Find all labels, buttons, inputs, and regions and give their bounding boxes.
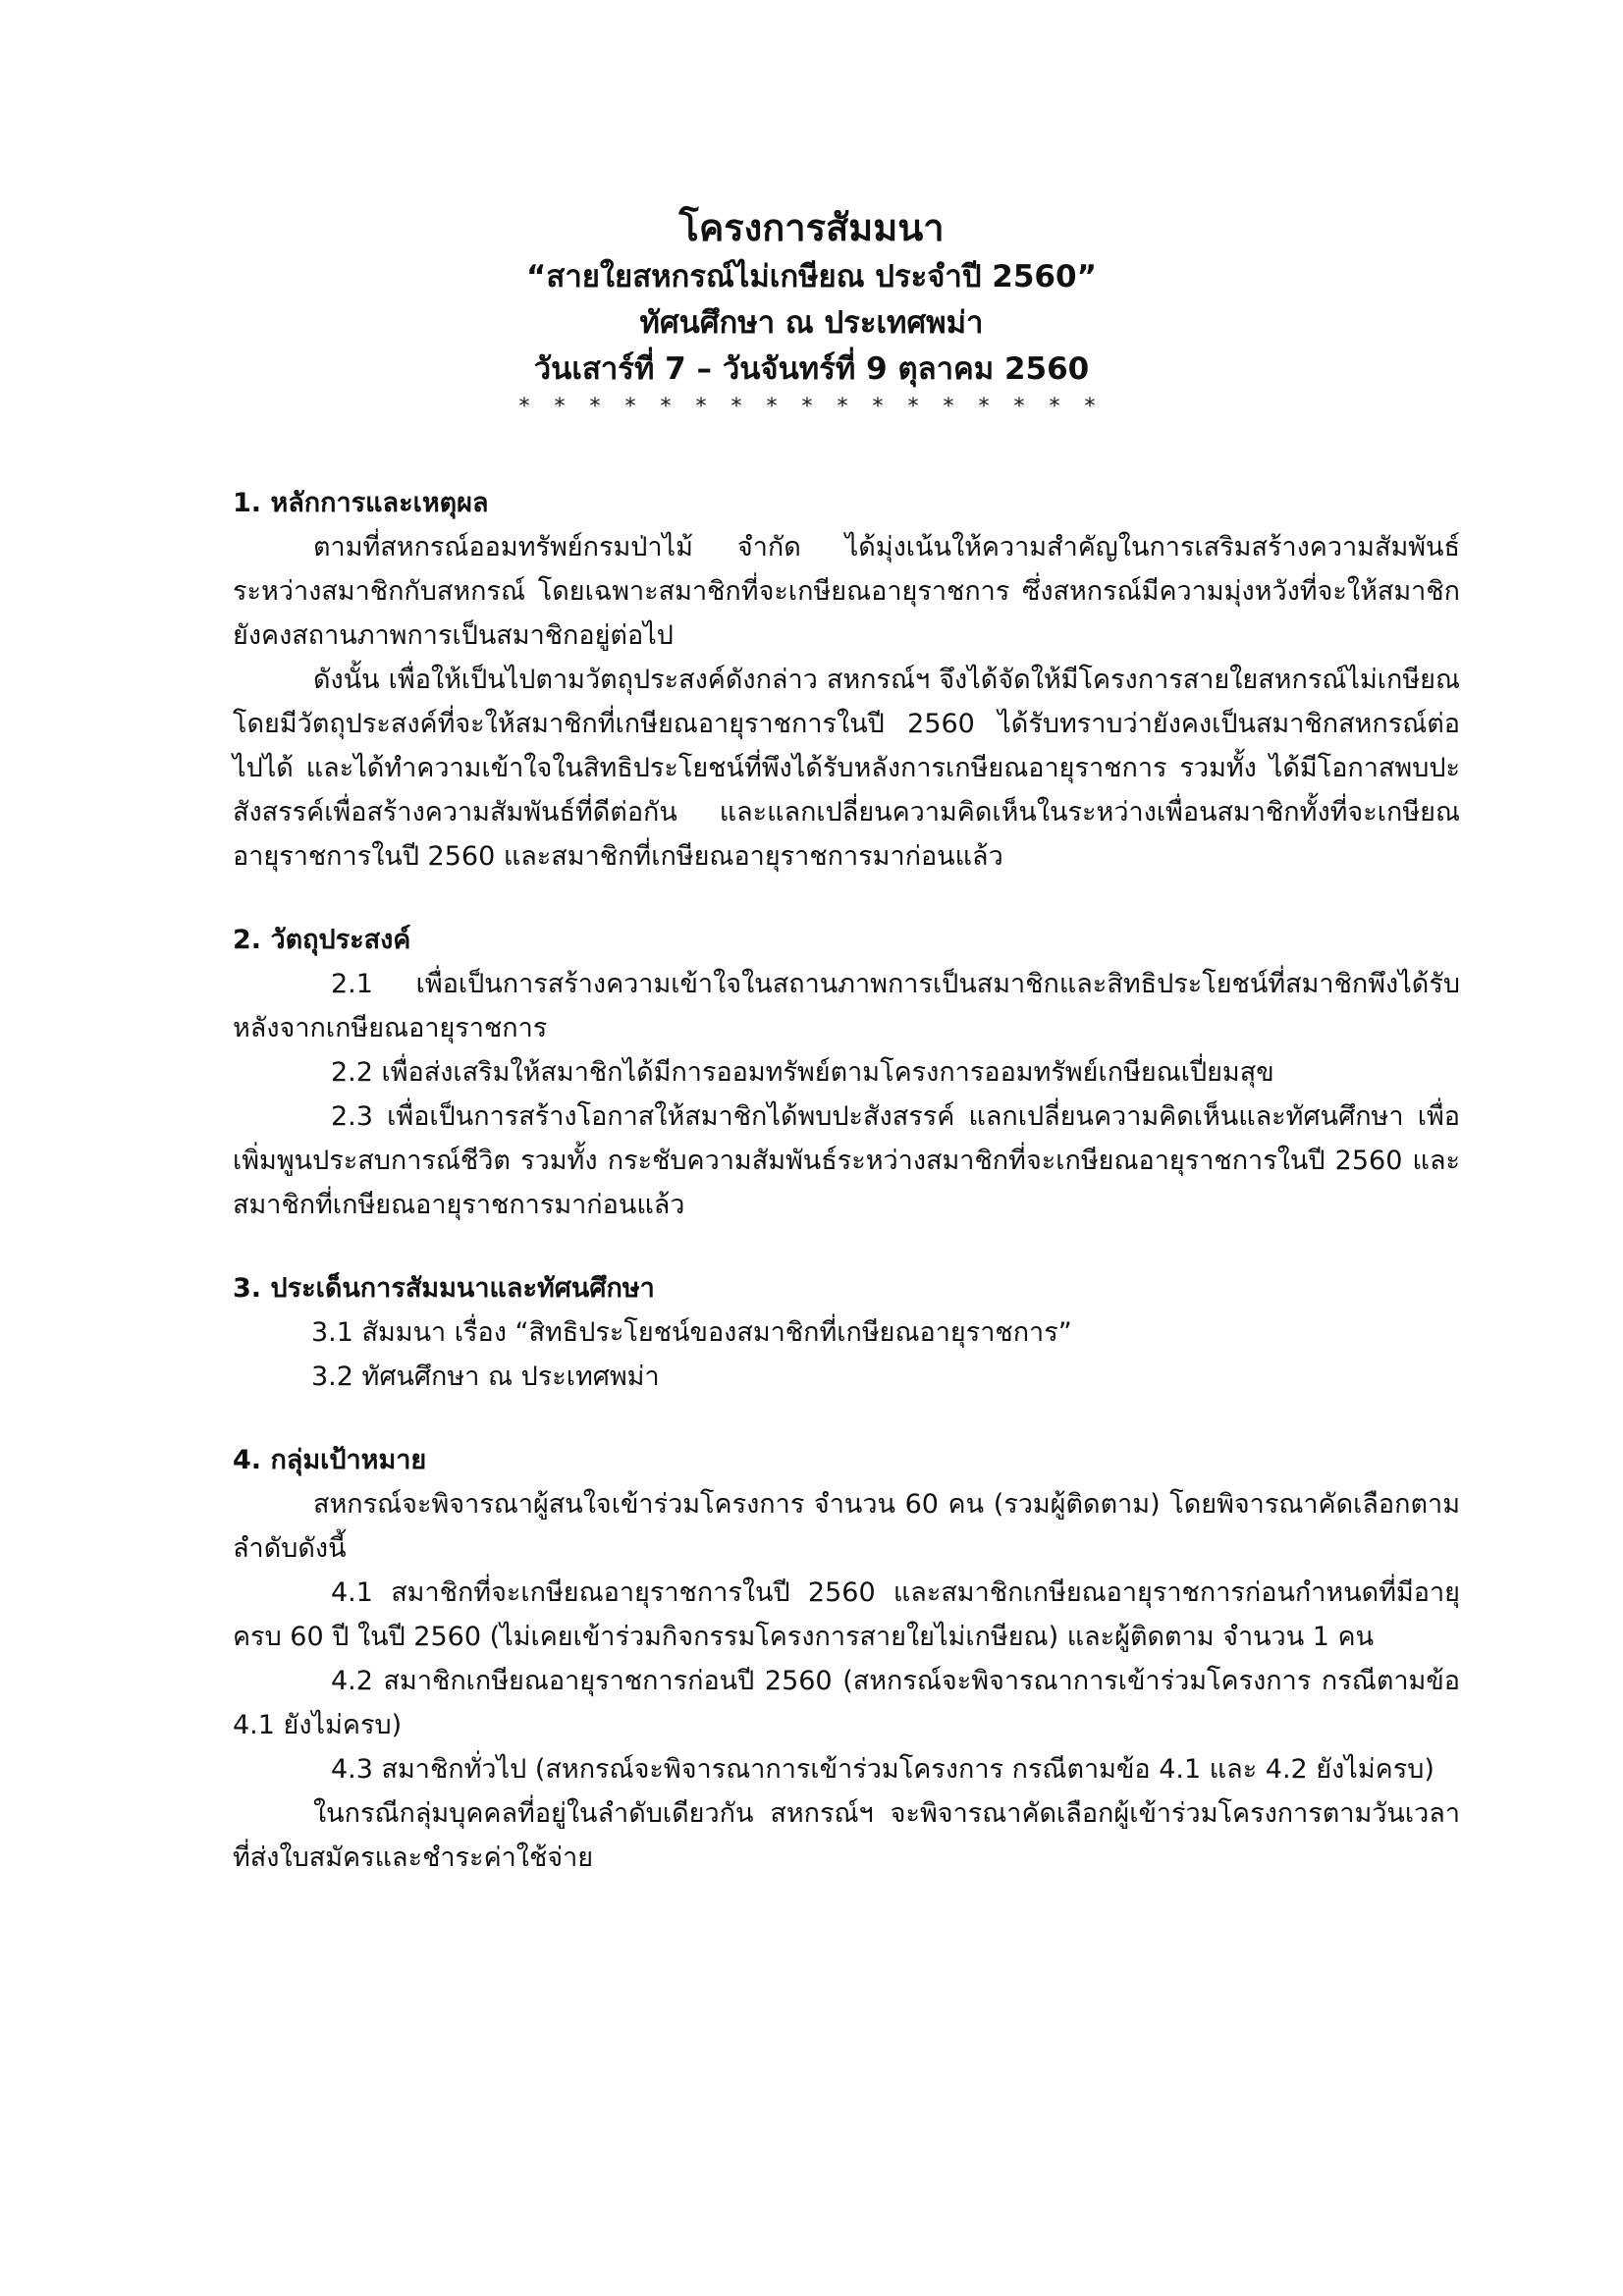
target-item: 4.1 สมาชิกที่จะเกษียณอายุราชการในปี 2560 และสมาชิกเกษียณอายุราชการก่อนกำหนดที่มีอายุครบ 60 ปี ในปี 2560 (ไม่เคยเข้าร่วมกิจกรรมโครงการสายใยไม่เกษียณ) และผู้ติดตาม จำนวน 1 คน xyxy=(233,1577,1460,1652)
paragraph: ตามที่สหกรณ์ออมทรัพย์กรมป่าไม้ จำกัด ได้มุ่งเน้นให้ความสำคัญในการเสริมสร้างความสัมพันธ์ระหว่างสมาชิกกับสหกรณ์ โดยเฉพาะสมาชิกที่จะเกษียณอายุราชการ ซึ่งสหกรณ์มีความมุ่งหวังที่จะให้สมาชิกยังคงสถานภาพการเป็นสมาชิกอยู่ต่อไป xyxy=(233,532,1460,651)
spacer xyxy=(233,1227,1460,1266)
topic-item: 3.1 สัมมนา เรื่อง “สิทธิประโยชน์ของสมาชิกที่เกษียณอายุราชการ” xyxy=(311,1317,1072,1348)
section-objectives xyxy=(233,918,1460,1227)
paragraph: สหกรณ์จะพิจารณาผู้สนใจเข้าร่วมโครงการ จำนวน 60 คน (รวมผู้ติดตาม) โดยพิจารณาคัดเลือกตามลำดับดังนี้ xyxy=(233,1489,1460,1564)
trip-location: ทัศนศึกษา ณ ประเทศพม่า xyxy=(639,305,984,341)
paragraph: ดังนั้น เพื่อให้เป็นไปตามวัตถุประสงค์ดังกล่าว สหกรณ์ฯ จึงได้จัดให้มีโครงการสายใยสหกรณ์ไม่เกษียณ โดยมีวัตถุประสงค์ที่จะให้สมาชิกที่เกษียณอายุราชการในปี 2560 ได้รับทราบว่ายังคงเป็นสมาชิกสหกรณ์ต่อไปได้ และได้ทำความเข้าใจในสิทธิประโยชน์ที่พึงได้รับหลังการเกษียณอายุราชการ รวมทั้ง ได้มีโอกาสพบปะสังสรรค์เพื่อสร้างความสัมพันธ์ที่ดีต่อกัน และแลกเปลี่ยนความคิดเห็นในระหว่างเพื่อนสมาชิกทั้งที่จะเกษียณอายุราชการในปี 2560 และสมาชิกที่เกษียณอายุราชการมาก่อนแล้ว xyxy=(233,665,1460,872)
document-header xyxy=(0,201,1623,420)
topic-item: 3.2 ทัศนศึกษา ณ ประเทศพม่า xyxy=(311,1362,660,1392)
spacer xyxy=(233,879,1460,918)
target-item: 4.3 สมาชิกทั่วไป (สหกรณ์จะพิจารณาการเข้าร่วมโครงการ กรณีตามข้อ 4.1 และ 4.2 ยังไม่ครบ) xyxy=(331,1754,1434,1785)
section-heading: 4. กลุ่มเป้าหมาย xyxy=(233,1445,427,1475)
project-name: “สายใยสหกรณ์ไม่เกษียณ ประจำปี 2560” xyxy=(526,259,1097,294)
section-topics xyxy=(233,1266,1460,1399)
section-heading: 2. วัตถุประสงค์ xyxy=(233,925,411,955)
objective-item: 2.1 เพื่อเป็นการสร้างความเข้าใจในสถานภาพการเป็นสมาชิกและสิทธิประโยชน์ที่สมาชิกพึงได้รับหลังจากเกษียณอายุราชการ xyxy=(233,969,1460,1043)
event-dates: วันเสาร์ที่ 7 – วันจันทร์ที่ 9 ตุลาคม 2560 xyxy=(533,351,1090,387)
spacer xyxy=(233,1399,1460,1438)
document-title: โครงการสัมมนา xyxy=(678,206,945,249)
paragraph: ในกรณีกลุ่มบุคคลที่อยู่ในลำดับเดียวกัน สหกรณ์ฯ จะพิจารณาคัดเลือกผู้เข้าร่วมโครงการตามวันเวลาที่ส่งใบสมัครและชำระค่าใช้จ่าย xyxy=(233,1798,1460,1873)
objective-item: 2.2 เพื่อส่งเสริมให้สมาชิกได้มีการออมทรัพย์ตามโครงการออมทรัพย์เกษียณเปี่ยมสุข xyxy=(331,1057,1274,1088)
document-body xyxy=(233,481,1460,1880)
section-heading: 1. หลักการและเหตุผล xyxy=(233,488,489,518)
section-heading: 3. ประเด็นการสัมมนาและทัศนศึกษา xyxy=(233,1273,655,1304)
separator-stars: * * * * * * * * * * * * * * * * * xyxy=(518,395,1105,419)
section-target-group xyxy=(233,1438,1460,1880)
section-principles xyxy=(233,481,1460,879)
target-item: 4.2 สมาชิกเกษียณอายุราชการก่อนปี 2560 (สหกรณ์จะพิจารณาการเข้าร่วมโครงการ กรณีตามข้อ 4.1 ยังไม่ครบ) xyxy=(233,1666,1460,1740)
objective-item: 2.3 เพื่อเป็นการสร้างโอกาสให้สมาชิกได้พบปะสังสรรค์ แลกเปลี่ยนความคิดเห็นและทัศนศึกษา เพื่อเพิ่มพูนประสบการณ์ชีวิต รวมทั้ง กระชับความสัมพันธ์ระหว่างสมาชิกที่จะเกษียณอายุราชการในปี 2560 และสมาชิกที่เกษียณอายุราชการมาก่อนแล้ว xyxy=(233,1101,1460,1220)
